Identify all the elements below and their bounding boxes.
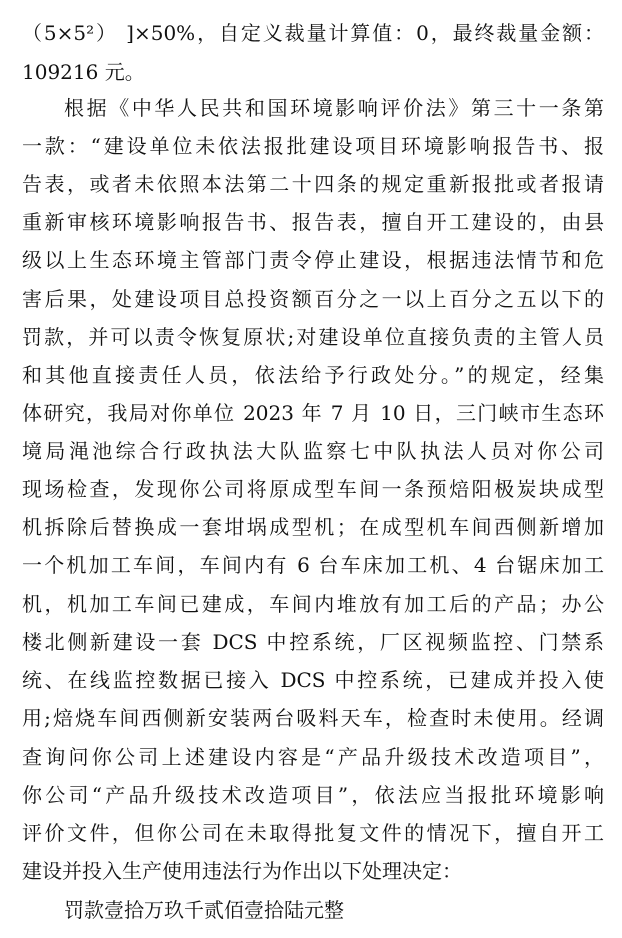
- text-line: 罚款，并可以责令恢复原状;对建设单位直接负责的主管人员: [22, 325, 604, 349]
- text-line: 一款：“建设单位未依法报批建设项目环境影响报告书、报: [22, 134, 604, 158]
- text-line: 机，机加工车间已建成，车间内堆放有加工后的产品；办公: [22, 592, 604, 616]
- text-line: 109216 元。: [22, 60, 145, 84]
- text-line: （5×5²） ]×50%，自定义裁量计算值：0，最终裁量金额：: [22, 21, 604, 45]
- text-line: 楼北侧新建设一套 DCS 中控系统，厂区视频监控、门禁系: [22, 630, 604, 654]
- text-line: 评价文件，但你公司在未取得批复文件的情况下，擅自开工: [22, 821, 604, 845]
- text-line: 告表，或者未依照本法第二十四条的规定重新报批或者报请: [22, 172, 604, 196]
- text-line: 害后果，处建设项目总投资额百分之一以上百分之五以下的: [22, 287, 604, 311]
- text-line: 现场检查，发现你公司将原成型车间一条预焙阳极炭块成型: [22, 477, 604, 501]
- text-line: 重新审核环境影响报告书、报告表，擅自开工建设的，由县: [22, 210, 604, 234]
- text-line: 体研究，我局对你单位 2023 年 7 月 10 日，三门峡市生态环: [22, 401, 604, 425]
- text-line: 统、在线监控数据已接入 DCS 中控系统，已建成并投入使: [22, 668, 604, 692]
- paragraph-first-line: 根据《中华人民共和国环境影响评价法》第三十一条第: [64, 96, 604, 120]
- text-line: 用;焙烧车间西侧新安装两台吸料天车，检查时未使用。经调: [22, 706, 604, 730]
- text-line: 和其他直接责任人员，依法给予行政处分。”的规定，经集: [22, 363, 604, 387]
- penalty-amount-line: 罚款壹拾万玖千贰佰壹拾陆元整: [64, 898, 344, 922]
- text-line: 机拆除后替换成一套坩埚成型机；在成型机车间西侧新增加: [22, 515, 604, 539]
- text-line: 你公司“产品升级技术改造项目”，依法应当报批环境影响: [22, 783, 604, 807]
- text-line: 级以上生态环境主管部门责令停止建设，根据违法情节和危: [22, 248, 604, 272]
- text-line: 境局渑池综合行政执法大队监察七中队执法人员对你公司: [22, 439, 604, 463]
- text-line: 一个机加工车间，车间内有 6 台车床加工机、4 台锯床加工: [22, 553, 604, 577]
- text-line: 建设并投入生产使用违法行为作出以下处理决定：: [22, 859, 462, 883]
- text-line: 查询问你公司上述建设内容是“产品升级技术改造项目”，: [22, 745, 604, 769]
